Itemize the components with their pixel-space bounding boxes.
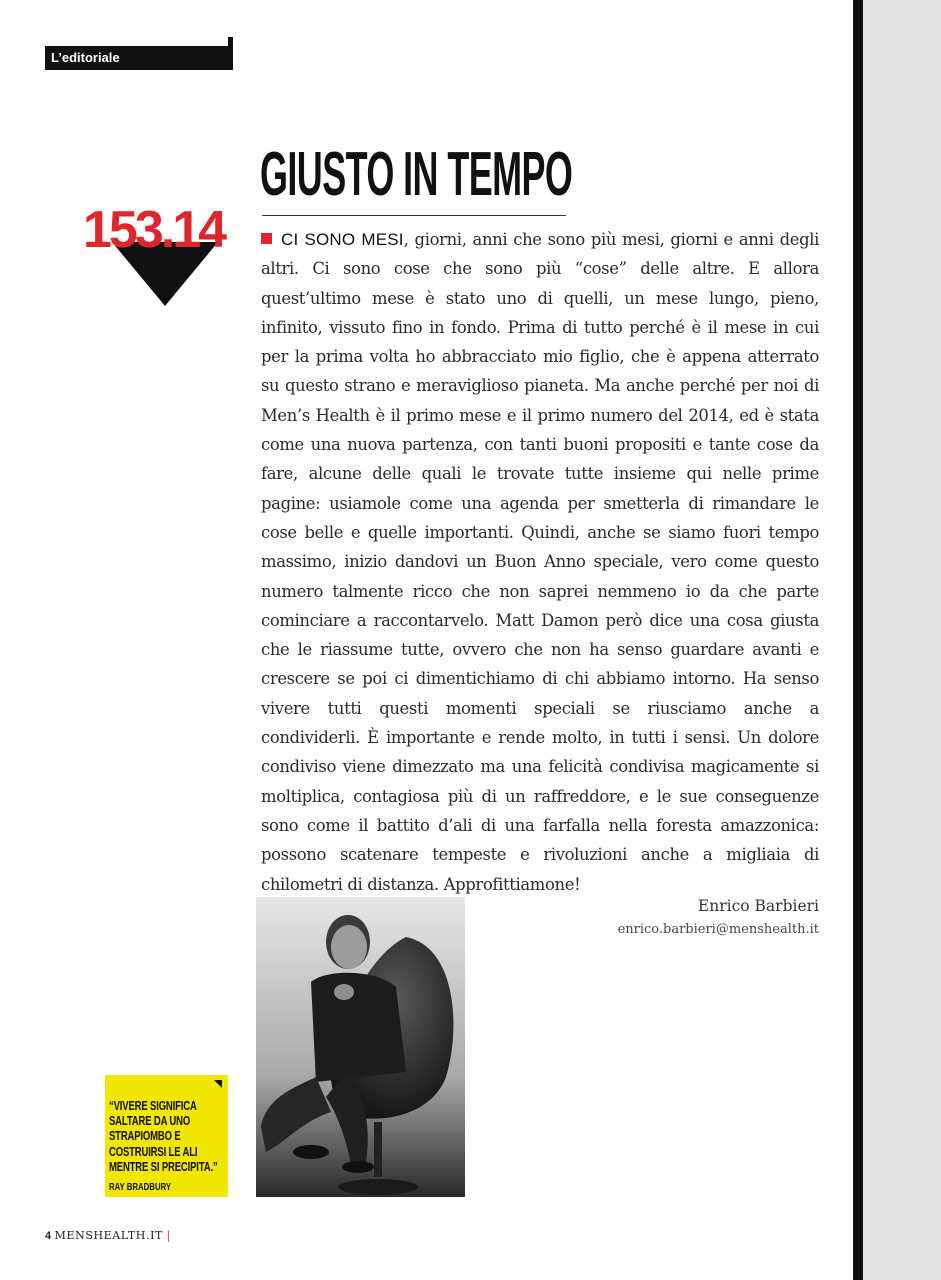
section-tab: L’editoriale [45,46,233,70]
editorial-body [261,225,819,899]
headline: GIUSTO IN TEMPO [260,140,573,209]
quote-text: “VIVERE SIGNIFICA SALTARE DA UNO STRAPIOMBO E COSTRUIRSI LE ALI MENTRE SI PRECIPITA.” [109,1099,218,1174]
red-square-icon [261,233,272,244]
body-text: , giorni, anni che sono più mesi, giorni e anni degli altri. Ci sono cose che sono più “cose” delle altre. E allora quest’ultimo mese è stato uno di quelli, un mese lungo, pieno, infinito, vissuto fino in fondo. Prima di tutto perché è il mese in cui per la prima volta ho abbracciato mio figlio, che è appena atterrato su questo strano e meraviglioso pianeta. Ma anche perché per noi di Men’s Health è il primo mese e il primo numero del 2014, ed è stata come una nuova partenza, con tanti buoni propositi e tante cose da fare, alcune delle quali le trovate tutte insieme qui nelle prime pagine: usiamole come una agenda per smetterla di rimandare le cose belle e quelle importanti. Quindi, anche se siamo fuori tempo massimo, inizio dandovi un Buon Anno speciale, vero come questo numero talmente ricco che non saprei nemmeno io da che parte cominciare a raccontarvelo. Matt Damon però dice una cosa giusta che le riassume tutte, ovvero che non ha senso guardare avanti e crescere se poi ci dimentichiamo di chi abbiamo intorno. Ha senso vivere tutti questi momenti speciali se riusciamo anche a condividerli. È importante e rende molto, in tutti i sensi. Un dolore condiviso viene dimezzato ma una felicità condivisa magicamente si moltiplica, contagiosa più di un raffreddore, e le sue conseguenze sono come il battito d’ali di una farfalla nella foresta amazzonica: possono scatenare tempeste e rivoluzioni anche a migliaia di chilometri di distanza. Approfittiamone! [261,230,819,894]
page-spine-dark [853,0,863,1280]
footer-site: MENSHEALTH.IT [54,1229,163,1242]
headline-rule [262,215,566,216]
lead-in: CI SONO MESI [281,230,404,249]
number-badge [83,200,243,310]
badge-number: 153.14 [83,201,225,259]
pull-quote [105,1075,228,1197]
corner-triangle-icon [214,1080,222,1088]
quote-author: RAY BRADBURY [109,1182,172,1193]
page-footer [45,1229,170,1242]
page-spine-grey [863,0,941,1280]
author-portrait [256,897,465,1197]
signature [560,893,819,941]
portrait-photo [256,897,465,1197]
page-number: 4 [45,1230,52,1242]
footer-separator: | [166,1229,171,1242]
author-email: enrico.barbieri@menshealth.it [617,922,819,937]
author-name: Enrico Barbieri [697,897,819,915]
